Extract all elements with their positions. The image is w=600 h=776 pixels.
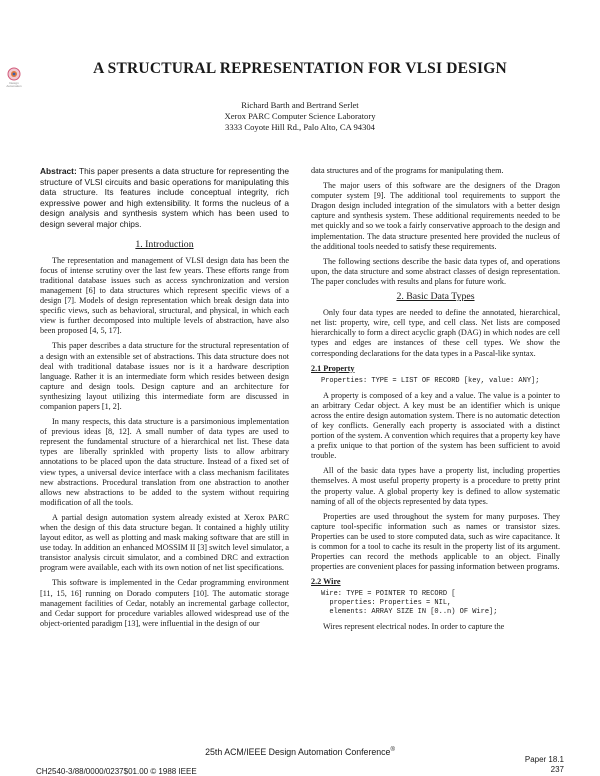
copyright-code: CH2540-3/88/0000/0237$01.00 © 1988 IEEE bbox=[36, 767, 197, 776]
abstract-label: Abstract: bbox=[40, 166, 77, 176]
paragraph: Properties are used throughout the system for many purposes. They capture tool-specific information such as names or transistor sizes. Properties can be used to store computed data, such as wire capacitance. It is common for a tool to cache its result in the property list of its argument. Properties can record the methods applicable to an object. Finally properties are convenient places for passing information between programs. bbox=[311, 511, 560, 572]
page-info bbox=[525, 755, 564, 775]
section-heading-introduction: 1. Introduction bbox=[135, 238, 194, 250]
paragraph: This paper describes a data structure for the structural representation of a design with an extensible set of abstractions. This data structure does not deal with traditional database issues nor is it a hardware description language. Rather it is an intermediate form which resides between design capture and design tools. Design capture and an architecture for synthesizing layout utilizing this intermediate form are discussed in companion papers [1, 2]. bbox=[40, 341, 289, 411]
paragraph: All of the basic data types have a property list, including properties themselves. A most useful property property is a procedure to pretty print the property value. A global property key is defined to allow systematic naming of all of the objects represented by data types. bbox=[311, 466, 560, 506]
conference-footer bbox=[0, 747, 600, 757]
section-heading-basic-data-types: 2. Basic Data Types bbox=[396, 291, 475, 303]
paragraph: data structures and of the programs for manipulating them. bbox=[311, 166, 504, 175]
paragraph: Only four data types are needed to define the annotated, hierarchical, net list: property, wire, cell type, and cell class. Net lists are composed hierarchically to form a direct acyclic graph (DAG) in which nodes are cell types and edges are instances of these cell types. We show the corresponding declarations for the data types in a Pascal-like syntax. bbox=[311, 308, 560, 358]
code-declaration-wire: Wire: TYPE = POINTER TO RECORD [ properties: Properties = NIL, elements: ARRAY SIZE IN [0..n) OF Wire]; bbox=[321, 590, 498, 617]
subsection-heading-wire: 2.2 Wire bbox=[311, 577, 341, 587]
author-block bbox=[0, 100, 600, 133]
authors: Richard Barth and Bertrand Serlet bbox=[241, 100, 359, 110]
registered-mark: ® bbox=[390, 747, 395, 754]
paragraph: This software is implemented in the Cedar programming environment [11, 15, 16] running on Dorado computers [10]. The automatic storage management facilities of Cedar, notably an incremental garbage collector, and Cedar support for procedure variables allowed widespread use of the object-oriented paradigm [13], were influential in the design of our bbox=[40, 578, 289, 628]
abstract-text: This paper presents a data structure for representing the structure of VLSI circuits and basic operations for manipulating this data structure. Its features include conceptual integrity, rich expressive power and high extensibility. It forms the nucleus of a design analysis and synthesis system which has been used to design several major chips. bbox=[40, 166, 289, 229]
paragraph: The major users of this software are the designers of the Dragon computer system [9]. The additional tool requirements to support the Dragon design included integration of the simulators with a better design capture and synthesis system. These additional requirements needed to be met quickly and so we took a fairly conservative approach to the design and implementation. The data structure presented here provided the nucleus of the additional tools needed to satisfy these requirements. bbox=[311, 181, 560, 251]
paragraph: A partial design automation system already existed at Xerox PARC when the design of this data structure began. It contained a highly utility layout editor, as well as plotting and mask making software that are still in use today. In addition an enhanced MOSSIM II [3] switch level simulator, a transistor analysis circuit simulator, and a combined DRC and extraction program were available, each with its own notion of net list specifications. bbox=[40, 512, 289, 573]
conference-name: 25th ACM/IEEE Design Automation Conference bbox=[205, 747, 391, 757]
address: 3333 Coyote Hill Rd., Palo Alto, CA 94304 bbox=[225, 122, 375, 132]
paragraph: The following sections describe the basic data types of, and operations upon, the data structure and some abstract classes of design representation. The paper concludes with results and plans for future work. bbox=[311, 256, 560, 286]
affiliation: Xerox PARC Computer Science Laboratory bbox=[224, 111, 376, 121]
paragraph: A property is composed of a key and a value. The value is a pointer to an arbitrary Cedar object. A key must be an identifier which is unique across the entire design automation system. There is no automatic detection of key conflicts. Generally each property is associated with a distinct portion of the system. A convention which requires that a property key have a prefix unique to that portion of the system has been sufficient to avoid trouble. bbox=[311, 390, 560, 461]
page-number: 237 bbox=[550, 765, 564, 774]
abstract bbox=[40, 166, 289, 230]
subsection-heading-property: 2.1 Property bbox=[311, 363, 355, 373]
left-column bbox=[40, 166, 289, 634]
paragraph: Wires represent electrical nodes. In order to capture the bbox=[323, 622, 505, 632]
paragraph: In many respects, this data structure is a parsimonious implementation of previous ideas [8, 12]. A small number of data types are used to represent the fundamental structure of a hierarchical net list. These data types are liberally sprinkled with property lists to allow arbitrary annotations to be placed upon the data structure. Instead of a fixed set of view types, a universal device interface with a class mechanism facilitates new abstractions. Procedural translation from one abstraction to another allows new abstractions to be added to the system without requiring modification of all the tools. bbox=[40, 417, 289, 507]
logo-text: Design Automation bbox=[6, 81, 22, 88]
right-column bbox=[311, 166, 560, 637]
paper-title: A STRUCTURAL REPRESENTATION FOR VLSI DESIGN bbox=[93, 60, 507, 77]
paper-number: Paper 18.1 bbox=[524, 755, 564, 764]
code-declaration-property: Properties: TYPE = LIST OF RECORD [key, value: ANY]; bbox=[321, 376, 540, 385]
paragraph: The representation and management of VLSI design data has been the focus of intense scrutiny over the last few years. These efforts range from traditional database issues such as access synchronization and version management [6] to data structures which represent specific views of a design [7]. Models of design representation which break design data into specific views, such as behavioral, structural, and physical, in which each view is further decomposed into multiple levels of abstraction, have also been proposed [4, 5, 17]. bbox=[40, 255, 289, 336]
